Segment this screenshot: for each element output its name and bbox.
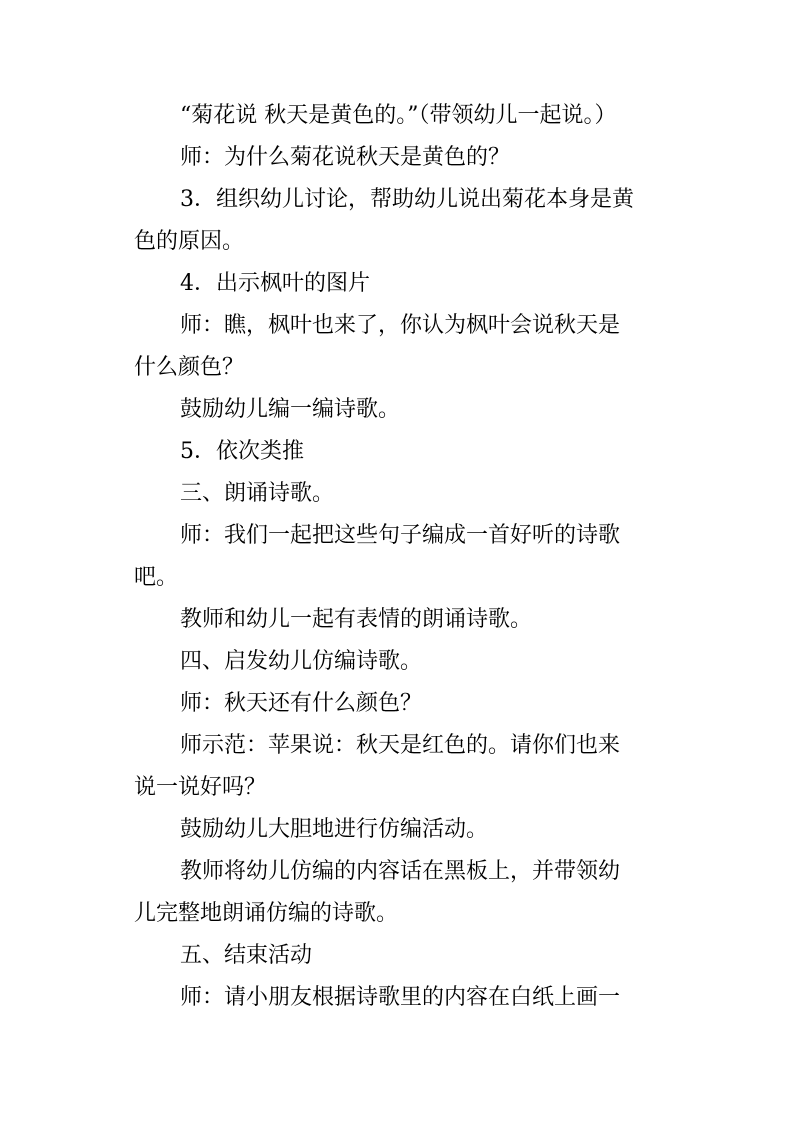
paragraph-line: 儿完整地朗诵仿编的诗歌。 bbox=[134, 901, 399, 926]
section-heading: 四、启发幼儿仿编诗歌。 bbox=[180, 649, 423, 674]
paragraph-line: 师：瞧，枫叶也来了，你认为枫叶会说秋天是 bbox=[180, 313, 621, 338]
paragraph-line: 鼓励幼儿编一编诗歌。 bbox=[180, 397, 401, 422]
paragraph-line: 什么颜色？ bbox=[134, 355, 245, 380]
paragraph-line: 师：秋天还有什么颜色？ bbox=[180, 691, 423, 716]
section-heading: 三、朗诵诗歌。 bbox=[180, 481, 335, 506]
paragraph-line: 4．出示枫叶的图片 bbox=[180, 271, 370, 296]
paragraph-line: 3．组织幼儿讨论，帮助幼儿说出菊花本身是黄 bbox=[180, 187, 634, 212]
paragraph-line: 师：我们一起把这些句子编成一首好听的诗歌 bbox=[180, 523, 621, 548]
paragraph-line: 师：请小朋友根据诗歌里的内容在白纸上画一 bbox=[180, 985, 621, 1010]
paragraph-line: 教师将幼儿仿编的内容话在黑板上，并带领幼 bbox=[180, 859, 621, 884]
section-heading: 五、结束活动 bbox=[180, 943, 313, 968]
paragraph-line: 说一说好吗？ bbox=[134, 775, 267, 800]
paragraph-line: 色的原因。 bbox=[134, 229, 245, 254]
paragraph-line: “菊花说 秋天是黄色的。”（带领幼儿一起说。） bbox=[180, 103, 617, 128]
paragraph-line: 师：为什么菊花说秋天是黄色的？ bbox=[180, 145, 511, 170]
paragraph-line: 师示范：苹果说：秋天是红色的。请你们也来 bbox=[180, 733, 621, 758]
paragraph-line: 吧。 bbox=[134, 565, 179, 590]
paragraph-line: 鼓励幼儿大胆地进行仿编活动。 bbox=[180, 817, 489, 842]
paragraph-line: 教师和幼儿一起有表情的朗诵诗歌。 bbox=[180, 607, 533, 632]
paragraph-line: 5．依次类推 bbox=[180, 439, 304, 464]
